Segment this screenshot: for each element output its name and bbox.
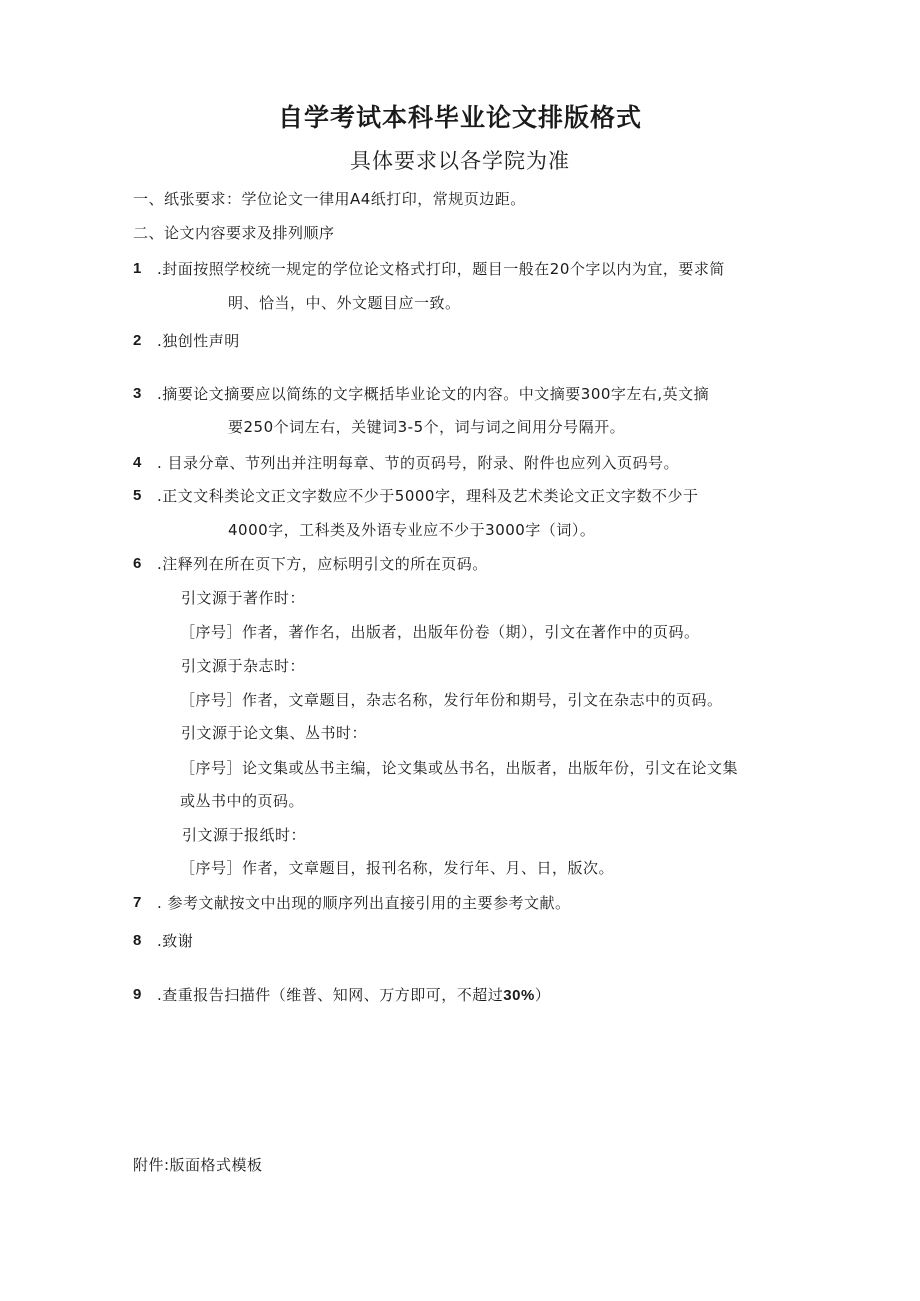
item-text: .正文文科类论文正文字数应不少于5000字，理科及艺术类论文正文字数不少于: [157, 487, 699, 505]
item-number: 4: [133, 454, 142, 471]
plagiarism-threshold: 30%: [503, 987, 535, 1004]
item-number: 2: [133, 332, 142, 349]
item-text: .注释列在所在页下方，应标明引文的所在页码。: [157, 555, 488, 573]
item-number: 1: [133, 260, 142, 277]
item-number: 7: [133, 894, 142, 911]
item-text: . 参考文献按文中出现的顺序列出直接引用的主要参考文献。: [157, 894, 571, 912]
citation-newspaper-heading: 引文源于报纸时：: [182, 826, 307, 844]
attachment-note: 附件:版面格式模板: [133, 1156, 263, 1174]
item-text-continued: 明、恰当，中、外文题目应一致。: [228, 294, 461, 312]
item-text-continued: 4000字，工科类及外语专业应不少于3000字（词）。: [228, 521, 596, 539]
item-number: 6: [133, 555, 142, 572]
citation-collection-format: ［序号］论文集或丛书主编，论文集或丛书名，出版者，出版年份，引文在论文集: [180, 759, 739, 777]
citation-book-format: ［序号］作者，著作名，出版者，出版年份卷（期），引文在著作中的页码。: [180, 623, 700, 641]
item-text: .独创性声明: [157, 332, 240, 350]
citation-journal-heading: 引文源于杂志时：: [181, 657, 306, 675]
citation-journal-format: ［序号］作者，文章题目，杂志名称，发行年份和期号，引文在杂志中的页码。: [180, 691, 723, 709]
item-number: 5: [133, 487, 142, 504]
section-paper-requirements: 一、纸张要求：学位论文一律用A4纸打印，常规页边距。: [133, 190, 526, 208]
item-number: 9: [133, 986, 142, 1003]
item-number: 8: [133, 932, 142, 949]
item-text: .封面按照学校统一规定的学位论文格式打印，题目一般在20个字以内为宜，要求简: [157, 260, 725, 278]
page-subtitle: 具体要求以各学院为准: [350, 149, 570, 173]
item-text: [157, 984, 550, 1007]
page-title: 自学考试本科毕业论文排版格式: [277, 103, 642, 132]
item-text: .致谢: [157, 932, 194, 950]
item-text-continued: 要250个词左右，关键词3-5个，词与词之间用分号隔开。: [228, 418, 626, 436]
section-content-order: 二、论文内容要求及排列顺序: [133, 224, 335, 242]
citation-collection-format-continued: 或丛书中的页码。: [180, 792, 305, 810]
item-text: .摘要论文摘要应以简练的文字概括毕业论文的内容。中文摘要300字左右,英文摘: [157, 385, 710, 403]
item-text: . 目录分章、节列出并注明每章、节的页码号，附录、附件也应列入页码号。: [157, 454, 680, 472]
citation-book-heading: 引文源于著作时：: [181, 589, 306, 607]
citation-collection-heading: 引文源于论文集、丛书时：: [181, 724, 368, 742]
citation-newspaper-format: ［序号］作者，文章题目，报刊名称，发行年、月、日，版次。: [180, 859, 615, 877]
item-number: 3: [133, 385, 142, 402]
item-text-main: .查重报告扫描件（维普、知网、万方即可，不超过: [157, 986, 504, 1004]
item-text-close: ）: [534, 986, 551, 1004]
